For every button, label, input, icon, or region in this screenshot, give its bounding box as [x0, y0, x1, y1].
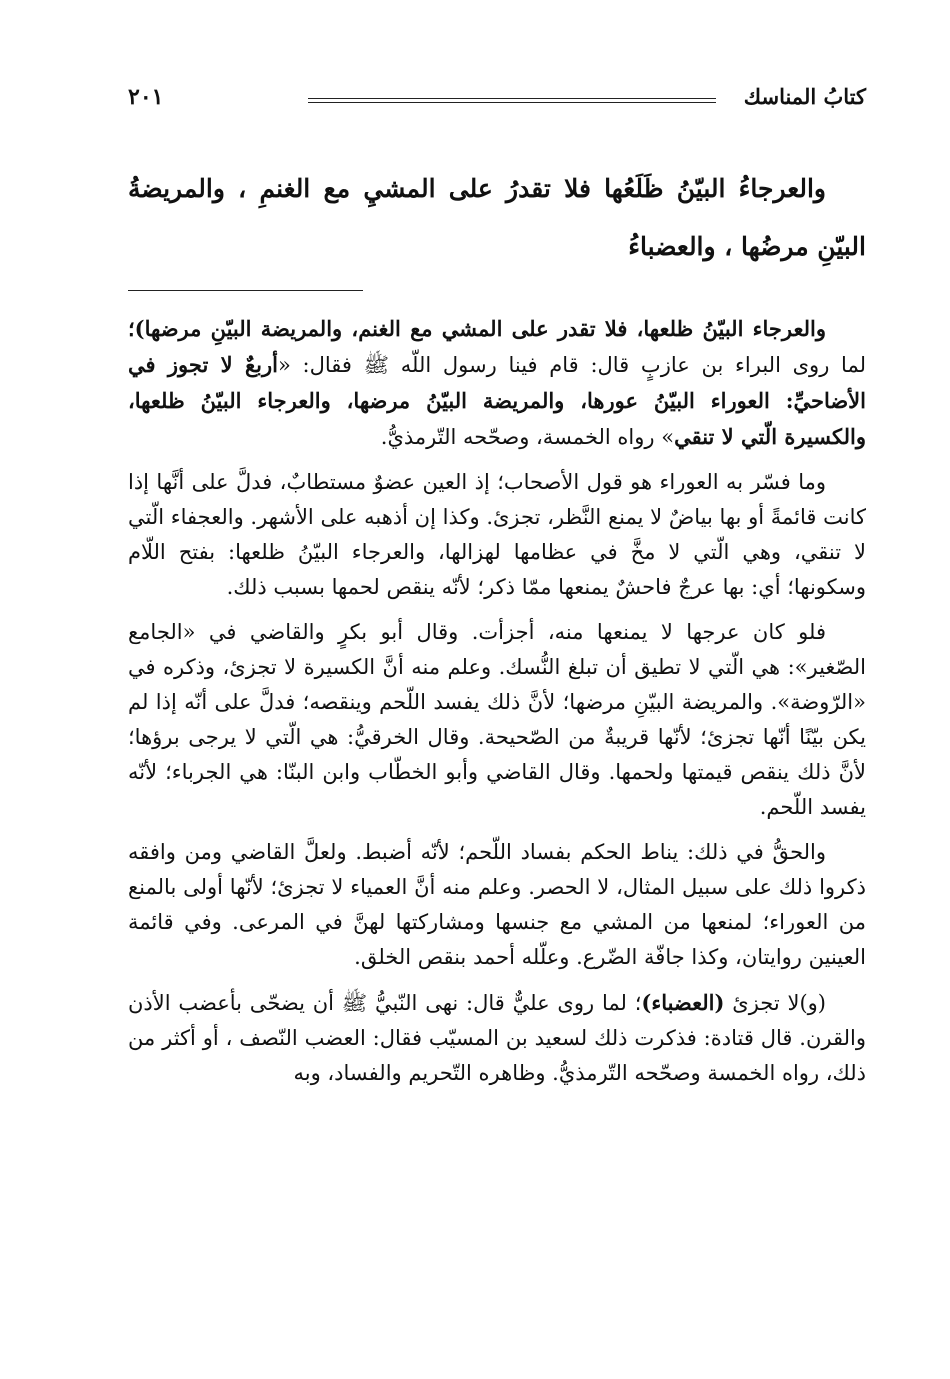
main-text: والعرجاءُ البيّنُ ظَلَعُها فلا تقدرُ على المشيِ مع الغنمِ ، والمريضةُ البيّنِ مرضُها ، والعضباءُ: [128, 174, 866, 261]
commentary-paragraph-1: [128, 311, 866, 455]
document-page: [128, 72, 866, 1339]
commentary-paragraph-3: فلو كان عرجها لا يمنعها منه، أجزأت. وقال أبو بكرٍ والقاضي في «الجامع الصّغير»: هي الّتي لا تطيق أن تبلغ النُّسك. وعلم منه أنَّ الكسيرة لا تجزئ، وذكره في «الرّوضة». والمريضة البيّنِ مرضها؛ لأنَّ ذلك يفسد اللّحم وينقصه؛ فدلَّ على أنّه إذا لم يكن بيّنًا أنّها تجزئ؛ لأنّها قريبةٌ من الصّحيحة. وقال الخرقيُّ: هي الّتي لا يرجى برؤها؛ لأنَّ ذلك ينقص قيمتها ولحمها. وقال القاضي وأبو الخطّاب وابن البنّا: هي الجرباء؛ لأنّه يفسد اللّحم.: [128, 620, 866, 819]
header-rule: [308, 98, 716, 103]
commentary-paragraph-4: والحقُّ في ذلك: يناط الحكم بفساد اللّحم؛ لأنّه أضبط. ولعلَّ القاضي ومن وافقه ذكروا ذلك على سبيل المثال، لا الحصر. وعلم منه أنَّ العمياء لا تجزئ؛ لأنّها أولى بالمنع من العوراء؛ لمنعها من المشي مع جنسها ومشاركتها لهنَّ في المرعى. وفي قائمة العينين روايتان، وكذا جافّة الضّرع. وعلّله أحمد بنقص الخلق.: [128, 840, 866, 969]
text-separator: [128, 290, 363, 291]
commentary-paragraph-5: [128, 985, 866, 1091]
term-bold: (العضباء): [641, 990, 725, 1015]
commentary-text: ؛ لما روى عليٌّ قال: نهى النّبيُّ ﷺ أن يضحّى بأعضب الأذن والقرن. قال قتادة: فذكرت ذلك لسعيد بن المسيّب فقال: العضب النّصف ، أو أكثر من ذلك، رواه الخمسة وصحّحه التّرمذيُّ. وظاهره التّحريم والفساد، وبه: [128, 991, 866, 1085]
book-title: كتابُ المناسك: [743, 84, 866, 109]
commentary-paragraph-2: وما فسّر به العوراء هو قول الأصحاب؛ إذ العين عضوٌ مستطابٌ، فدلَّ على أنَّها إذا كانت قائمةً أو بها بياضٌ لا يمنع النَّظر، تجزئ. وكذا إن أذهبه على الأشهر. والعجفاء الّتي لا تنقي، وهي الّتي لا مخَّ في عظامها لهزالها، والعرجاء البيّنُ ظلعها: بفتح اللّام وسكونها؛ أي: بها عرجٌ فاحشٌ يمنعها ممّا ذكر؛ لأنّه ينقص لحمها بسبب ذلك.: [128, 470, 866, 599]
page-number: ٢٠١: [128, 84, 164, 110]
hadith-bold: أربعٌ لا تجوز في الأضاحيِّ: العوراء البيّنُ عورها، والمريضة البيّنُ مرضها، والعرجاء البيّنُ ظلعها، والكسيرة الّتي لا تنقي: [128, 352, 866, 449]
commentary-text: لما روى البراء بن عازبٍ قال: قام فينا رسول اللّه ﷺ فقال: «: [277, 353, 866, 377]
commentary-lead-bold: والعرجاء البيّنُ ظلعها، فلا تقدر على المشي مع الغنم، والمريضة البيّنِ مرضها)؛: [128, 316, 826, 341]
separator-wrap: [128, 276, 866, 311]
page-header: [128, 72, 866, 116]
commentary-text: » رواه الخمسة، وصحّحه التّرمذيُّ.: [380, 425, 675, 449]
commentary: [128, 311, 866, 1091]
commentary-text: (و)لا تجزئ: [724, 991, 827, 1015]
